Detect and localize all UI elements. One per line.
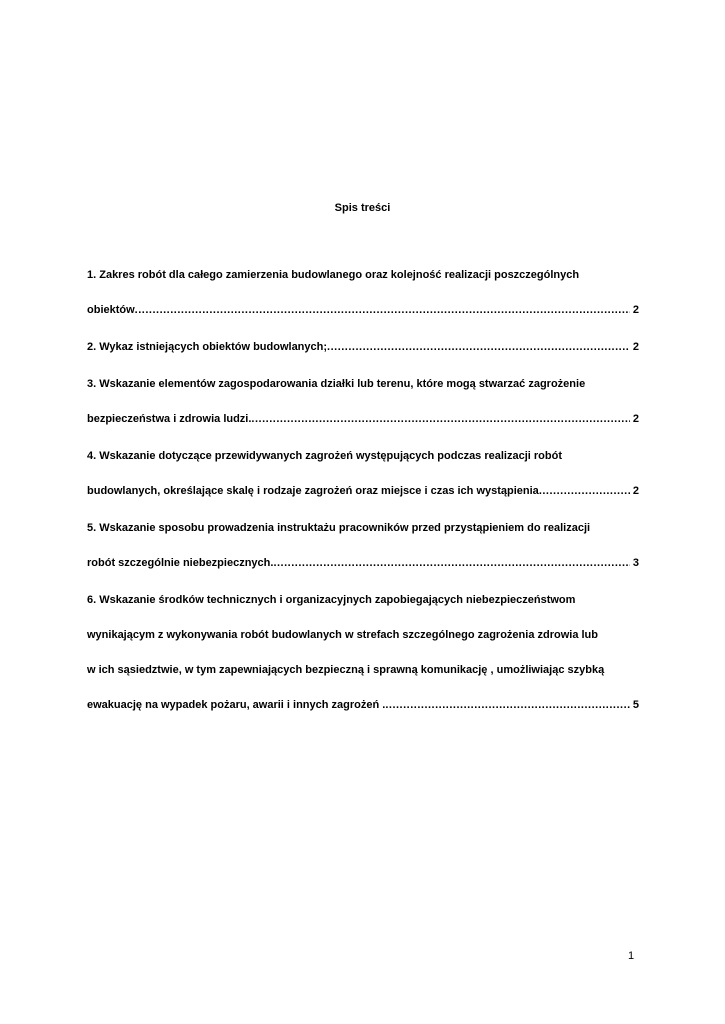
toc-page-number: 2 [632, 485, 639, 497]
dot-leader [251, 402, 629, 437]
page-number: 1 [628, 950, 635, 962]
dot-leader [135, 293, 630, 328]
toc-entry-text: 2. Wykaz istniejących obiektów budowlanych; [87, 341, 328, 353]
toc-page-number: 5 [632, 699, 639, 711]
table-of-contents [87, 258, 639, 723]
toc-entry-3[interactable] [87, 367, 639, 437]
dot-leader [327, 330, 630, 365]
dot-leader [273, 546, 629, 581]
toc-entry-5[interactable] [87, 511, 639, 581]
toc-entry-2[interactable] [87, 330, 639, 365]
toc-page-number: 2 [632, 341, 639, 353]
toc-entry-6[interactable] [87, 583, 639, 723]
toc-title: Spis treści [334, 202, 391, 214]
toc-entry-line: 1. Zakres robót dla całego zamierzenia budowlanego oraz kolejność realizacji poszczególnych [87, 269, 580, 281]
toc-entry-line: 6. Wskazanie środków technicznych i organizacyjnych zapobiegających niebezpieczeństwom [87, 594, 576, 606]
toc-entry-line: wynikającym z wykonywania robót budowlanych w strefach szczególnego zagrożenia zdrowia lub [87, 629, 599, 641]
toc-page-number: 2 [632, 413, 639, 425]
toc-entry-text: obiektów [87, 304, 135, 316]
dot-leader [385, 688, 630, 723]
toc-page-number: 2 [632, 304, 639, 316]
toc-page-number: 3 [632, 557, 639, 569]
toc-entry-line: 5. Wskazanie sposobu prowadzenia instruktażu pracowników przed przystąpieniem do realizacji [87, 522, 591, 534]
dot-leader [539, 474, 630, 509]
toc-entry-line: 4. Wskazanie dotyczące przewidywanych zagrożeń występujących podczas realizacji robót [87, 450, 562, 462]
toc-entry-text: robót szczególnie niebezpiecznych. [87, 557, 274, 569]
toc-entry-text: bezpieczeństwa i zdrowia ludzi. [87, 413, 252, 425]
toc-entry-text: ewakuację na wypadek pożaru, awarii i innych zagrożeń . [87, 699, 386, 711]
toc-entry-line: 3. Wskazanie elementów zagospodarowania działki lub terenu, które mogą stwarzać zagrożenie [87, 378, 586, 390]
toc-entry-1[interactable] [87, 258, 639, 328]
toc-entry-line: w ich sąsiedztwie, w tym zapewniających bezpieczną i sprawną komunikację , umożliwiając szybką [87, 664, 605, 676]
toc-entry-text: budowlanych, określające skalę i rodzaje zagrożeń oraz miejsce i czas ich wystąpienia [87, 485, 539, 497]
toc-entry-4[interactable] [87, 439, 639, 509]
